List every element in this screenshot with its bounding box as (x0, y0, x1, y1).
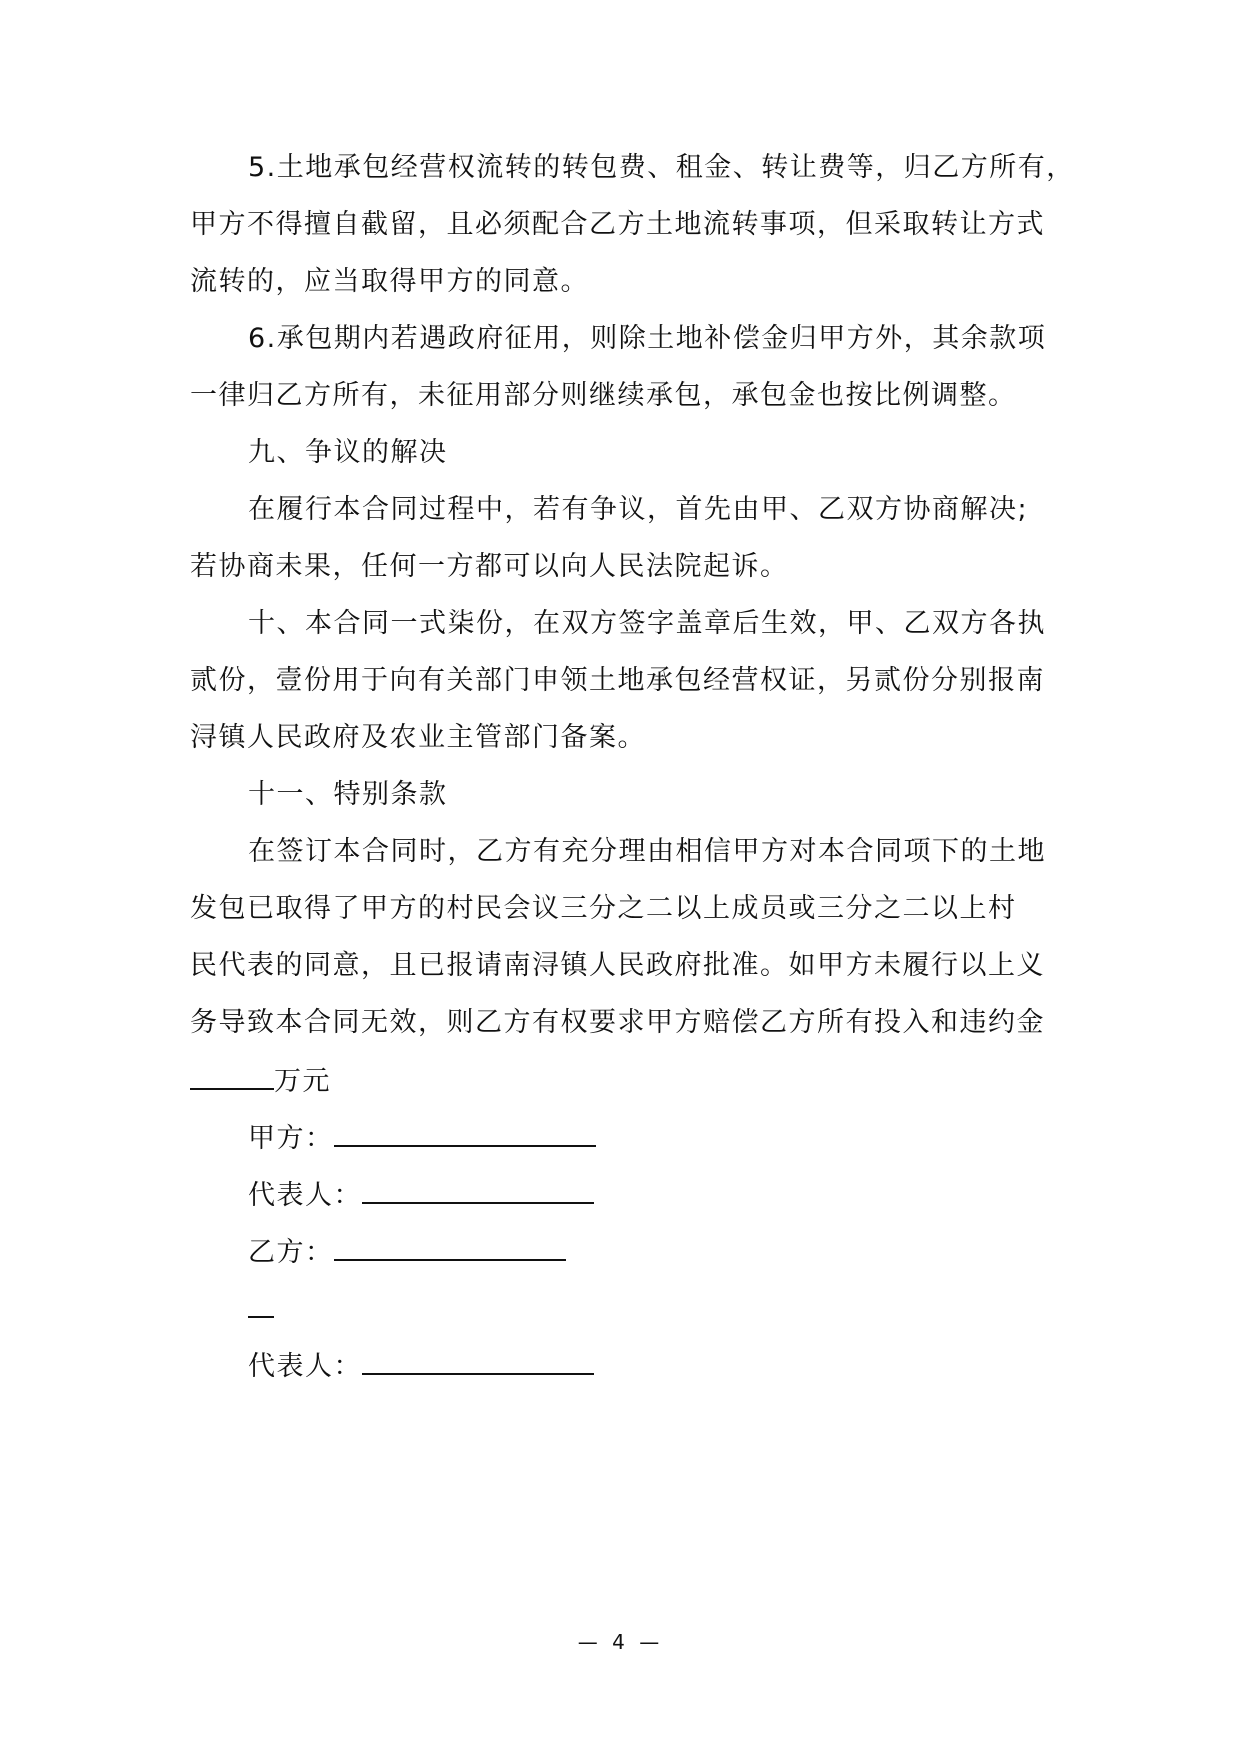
party-b-blank[interactable] (334, 1233, 566, 1261)
section-11-line-1: 在签订本合同时，乙方有充分理由相信甲方对本合同项下的土地 (248, 836, 1046, 867)
party-a-label: 甲方： (248, 1123, 334, 1154)
penalty-amount-line (190, 1062, 331, 1100)
party-b-label: 乙方： (248, 1237, 334, 1268)
section-9-heading: 九、争议的解决 (248, 437, 448, 468)
clause-5-line-1: 5.土地承包经营权流转的转包费、租金、转让费等，归乙方所有， (248, 152, 1075, 183)
section-10-line-2: 贰份，壹份用于向有关部门申领土地承包经营权证，另贰份分别报南 (190, 665, 1045, 696)
clause-5-line-3: 流转的，应当取得甲方的同意。 (190, 266, 589, 297)
page-number: — 4 — (577, 1630, 664, 1654)
rep-b-signature-line (248, 1347, 594, 1385)
party-b-blank-continuation[interactable] (248, 1290, 274, 1318)
rep-a-blank[interactable] (362, 1176, 594, 1204)
section-10-line-3: 浔镇人民政府及农业主管部门备案。 (190, 722, 646, 753)
section-10-line-1: 十、本合同一式柒份，在双方签字盖章后生效，甲、乙双方各执 (248, 608, 1046, 639)
section-11-line-4: 务导致本合同无效，则乙方有权要求甲方赔偿乙方所有投入和违约金 (190, 1007, 1045, 1038)
section-9-line-2: 若协商未果，任何一方都可以向人民法院起诉。 (190, 551, 789, 582)
clause-6-line-1: 6.承包期内若遇政府征用，则除土地补偿金归甲方外，其余款项 (248, 323, 1047, 354)
rep-a-label: 代表人： (248, 1180, 362, 1211)
penalty-amount-blank[interactable] (190, 1062, 274, 1090)
party-b-signature-line (248, 1233, 566, 1271)
clause-5-line-2: 甲方不得擅自截留，且必须配合乙方土地流转事项，但采取转让方式 (190, 209, 1045, 240)
party-a-blank[interactable] (334, 1119, 596, 1147)
rep-b-label: 代表人： (248, 1351, 362, 1382)
party-b-blank-continuation-line (248, 1290, 274, 1328)
party-a-signature-line (248, 1119, 596, 1157)
penalty-unit: 万元 (274, 1066, 331, 1097)
rep-b-blank[interactable] (362, 1347, 594, 1375)
section-11-line-2: 发包已取得了甲方的村民会议三分之二以上成员或三分之二以上村 (190, 893, 1017, 924)
section-11-heading: 十一、特别条款 (248, 779, 448, 810)
section-9-line-1: 在履行本合同过程中，若有争议，首先由甲、乙双方协商解决; (248, 494, 1029, 525)
clause-6-line-2: 一律归乙方所有，未征用部分则继续承包，承包金也按比例调整。 (190, 380, 1017, 411)
rep-a-signature-line (248, 1176, 594, 1214)
section-11-line-3: 民代表的同意，且已报请南浔镇人民政府批准。如甲方未履行以上义 (190, 950, 1045, 981)
